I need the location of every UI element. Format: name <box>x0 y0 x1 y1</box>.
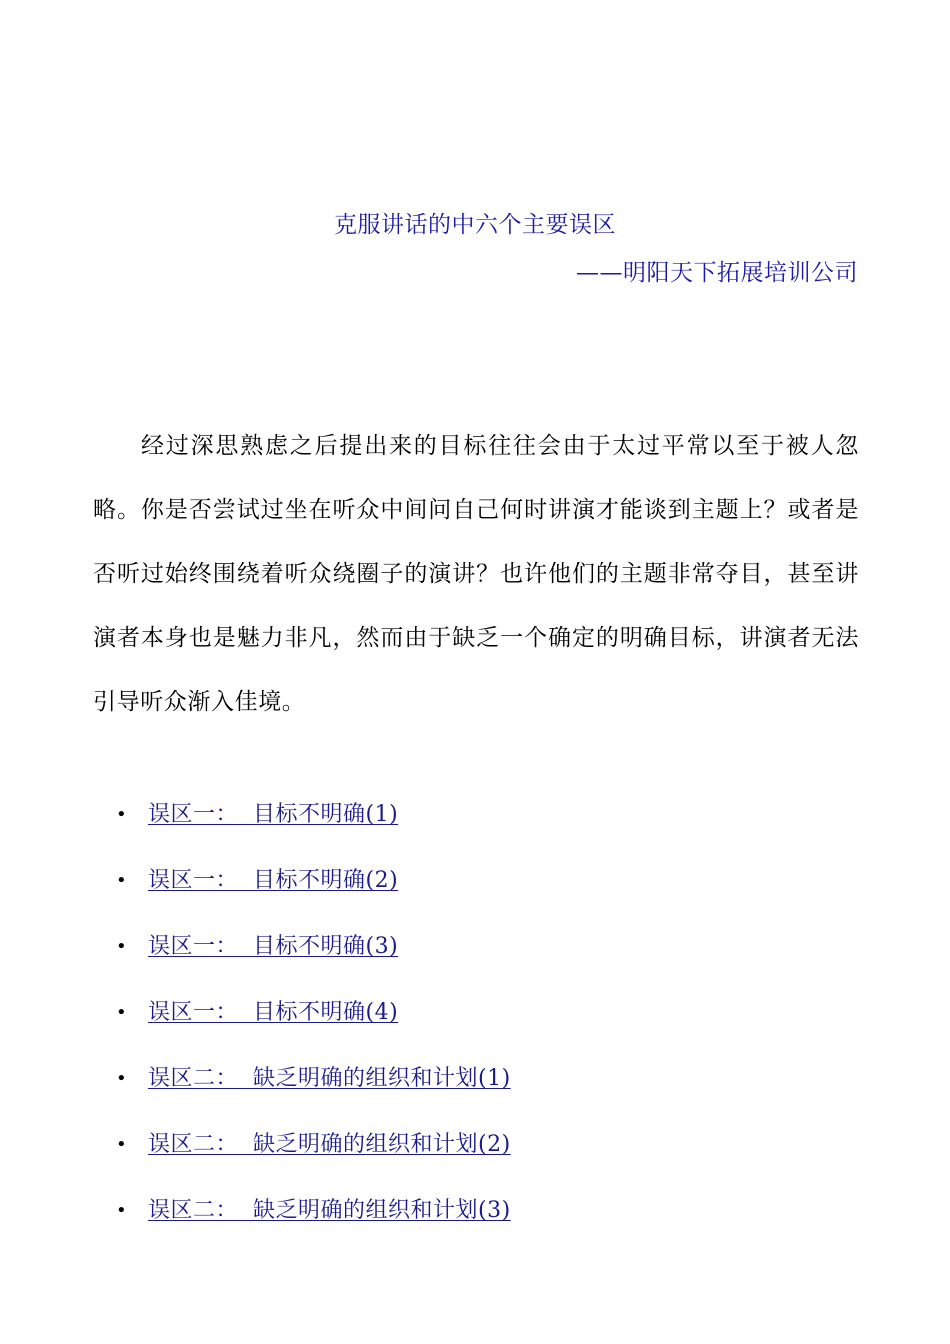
section-link-3[interactable]: 误区一： 目标不明确(3) <box>148 934 399 959</box>
section-link-2[interactable]: 误区一： 目标不明确(2) <box>148 868 399 893</box>
bullet-icon: • <box>116 1200 127 1221</box>
document-subtitle: ——明阳天下拓展培训公司 <box>576 260 858 286</box>
bullet-icon: • <box>116 870 127 891</box>
section-link-5[interactable]: 误区二： 缺乏明确的组织和计划(1) <box>148 1066 511 1091</box>
section-link-4[interactable]: 误区一： 目标不明确(4) <box>148 1000 399 1025</box>
list-item <box>110 1128 511 1194</box>
intro-paragraph: 经过深思熟虑之后提出来的目标往往会由于太过平常以至于被人忽略。你是否尝试过坐在听众中间问自己何时讲演才能谈到主题上？或者是否听过始终围绕着听众绕圈子的演讲？也许他们的主题非常夺目，甚至讲演者本身也是魅力非凡，然而由于缺乏一个确定的明确目标，讲演者无法引导听众渐入佳境。 <box>93 433 859 715</box>
list-item <box>110 1062 511 1128</box>
section-link-1[interactable]: 误区一： 目标不明确(1) <box>148 802 399 827</box>
list-item <box>110 1194 511 1260</box>
bullet-icon: • <box>116 1002 127 1023</box>
section-link-list <box>110 798 511 1260</box>
list-item <box>110 798 511 864</box>
document-title: 克服讲话的中六个主要误区 <box>334 212 616 238</box>
bullet-icon: • <box>116 804 127 825</box>
list-item <box>110 996 511 1062</box>
list-item <box>110 864 511 930</box>
section-link-6[interactable]: 误区二： 缺乏明确的组织和计划(2) <box>148 1132 511 1157</box>
bullet-icon: • <box>116 1134 127 1155</box>
list-item <box>110 930 511 996</box>
bullet-icon: • <box>116 1068 127 1089</box>
bullet-icon: • <box>116 936 127 957</box>
section-link-7[interactable]: 误区二： 缺乏明确的组织和计划(3) <box>148 1198 511 1223</box>
